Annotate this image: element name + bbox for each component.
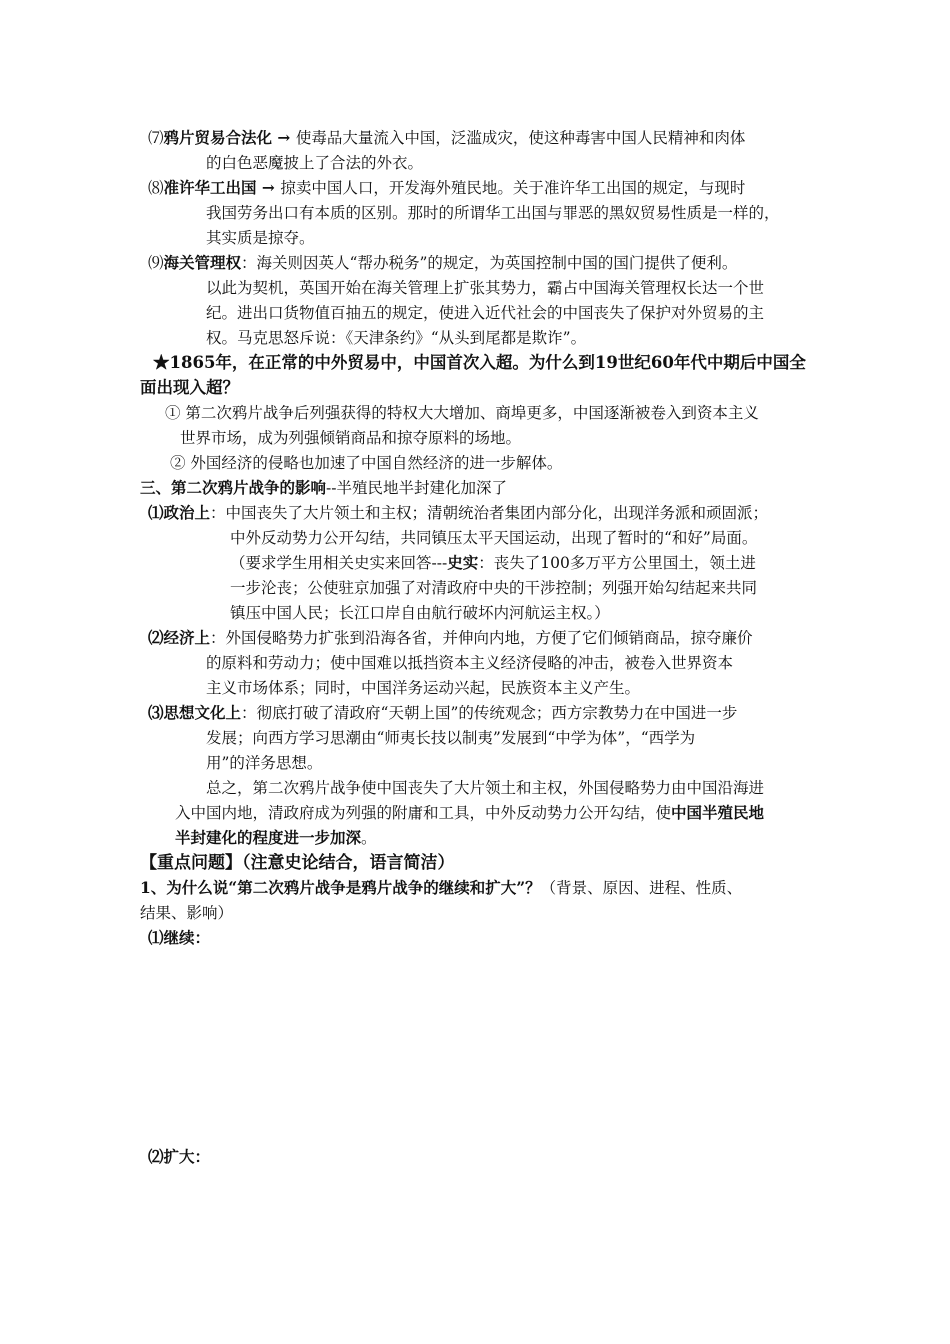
- summary-line3: 半封建化的程度进一步加深。: [175, 828, 377, 847]
- item8-line1: ⑻准许华工出国 → 掠卖中国人口，开发海外殖民地。关于准许华工出国的规定，与现时: [148, 178, 746, 197]
- section3-heading: 三、第二次鸦片战争的影响--半殖民地半封建化加深了: [140, 478, 507, 497]
- political-line2: 中外反动势力公开勾结，共同镇压太平天国运动，出现了暂时的“和好”局面。: [230, 529, 758, 547]
- star-answer2: ② 外国经济的侵略也加速了中国自然经济的进一步解体。: [170, 454, 563, 472]
- culture-line2: 发展；向西方学习思潮由“师夷长技以制夷”发展到“中学为体”，“西学为: [206, 729, 696, 747]
- star-question-line1: ★1865年，在正常的中外贸易中，中国首次入超。为什么到19世纪60年代中期后中国全: [153, 353, 806, 372]
- answer-continuation-label: ⑴继续：: [148, 928, 211, 947]
- answer-expansion-label: ⑵扩大：: [148, 1147, 211, 1166]
- item8-line3: 其实质是掠夺。: [206, 229, 315, 247]
- summary-line1: 总之，第二次鸦片战争使中国丧失了大片领土和主权，外国侵略势力由中国沿海进: [206, 779, 765, 797]
- key-questions-heading: 【重点问题】（注意史论结合，语言简洁）: [140, 853, 455, 873]
- star-answer1-line2: 世界市场，成为列强倾销商品和掠夺原料的场地。: [180, 429, 522, 447]
- summary-line2: 入中国内地，清政府成为列强的附庸和工具，中外反动势力公开勾结，使中国半殖民地: [175, 803, 765, 822]
- culture-line1: ⑶思想文化上：彻底打破了清政府“天朝上国”的传统观念；西方宗教势力在中国进一步: [148, 703, 738, 722]
- economic-line3: 主义市场体系；同时，中国洋务运动兴起，民族资本主义产生。: [206, 679, 641, 697]
- item8-line2: 我国劳务出口有本质的区别。那时的所谓华工出国与罪恶的黑奴贸易性质是一样的，: [206, 204, 780, 222]
- economic-label: ⑵经济上: [148, 628, 211, 647]
- culture-line3: 用”的洋务思想。: [206, 754, 323, 772]
- question1-line1: 1、为什么说“第二次鸦片战争是鸦片战争的继续和扩大”？（背景、原因、进程、性质、: [140, 878, 743, 897]
- political-line3: （要求学生用相关史实来回答---史实：丧失了100多万平方公里国土，领土进: [230, 553, 756, 572]
- economic-line1: ⑵经济上：外国侵略势力扩张到沿海各省，并伸向内地，方便了它们倾销商品，掠夺廉价: [148, 628, 753, 647]
- item7-title: 鸦片贸易合法化: [163, 128, 273, 147]
- political-label: ⑴政治上: [148, 503, 211, 522]
- political-line5: 镇压中国人民；长江口岸自由航行破坏内河航运主权。）: [230, 604, 610, 622]
- star-answer1-line1: ① 第二次鸦片战争后列强获得的特权大大增加、商埠更多，中国逐渐被卷入到资本主义: [165, 404, 759, 422]
- item9-line3: 纪。进出口货物值百抽五的规定，使进入近代社会的中国丧失了保护对外贸易的主: [206, 304, 765, 322]
- culture-label: ⑶思想文化上: [148, 703, 242, 722]
- item8-title: 准许华工出国: [163, 178, 257, 197]
- item9-title: 海关管理权: [163, 253, 242, 272]
- item9-line4: 权。马克思怒斥说：《天津条约》“从头到尾都是欺诈”。: [206, 329, 587, 347]
- question1-line2: 结果、影响）: [140, 904, 234, 922]
- star-question-line2: 面出现入超？: [140, 378, 239, 397]
- political-line4: 一步沦丧；公使驻京加强了对清政府中央的干涉控制；列强开始勾结起来共同: [230, 579, 758, 597]
- item9-line2: 以此为契机，英国开始在海关管理上扩张其势力，霸占中国海关管理权长达一个世: [206, 279, 765, 297]
- political-line1: ⑴政治上：中国丧失了大片领土和主权；清朝统治者集团内部分化，出现洋务派和顽固派；: [148, 503, 769, 522]
- item7-line2: 的白色恶魔披上了合法的外衣。: [206, 154, 424, 172]
- item9-line1: ⑼海关管理权：海关则因英人“帮办税务”的规定，为英国控制中国的国门提供了便利。: [148, 253, 738, 272]
- item7-line1: ⑺鸦片贸易合法化 → 使毒品大量流入中国，泛滥成灾，使这种毒害中国人民精神和肉体: [148, 128, 746, 147]
- economic-line2: 的原料和劳动力；使中国难以抵挡资本主义经济侵略的冲击，被卷入世界资本: [206, 654, 734, 672]
